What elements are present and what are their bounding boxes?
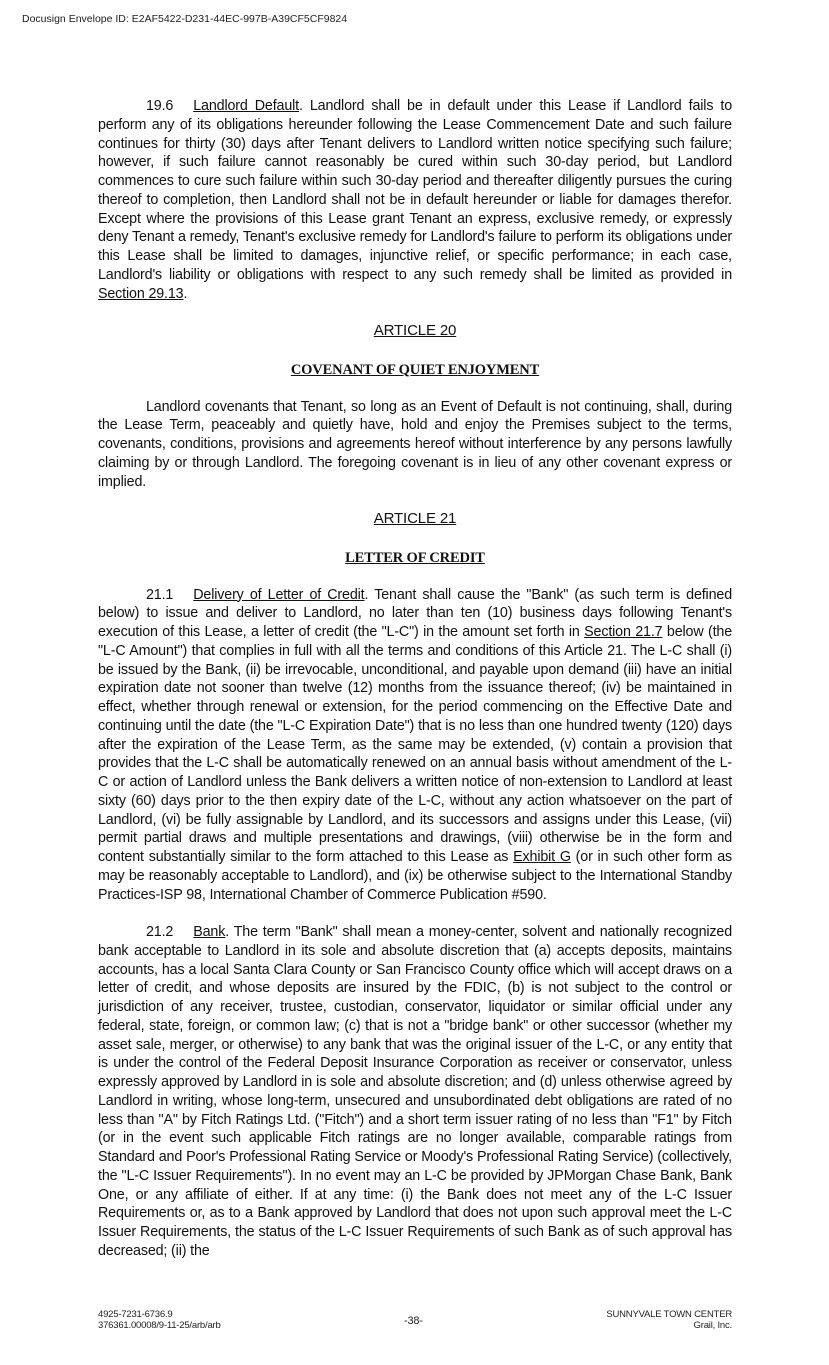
article-title: COVENANT OF QUIET ENJOYMENT [290,361,540,378]
section-19-6 [98,97,732,303]
article-21-title [98,549,732,568]
section-21-2 [98,923,732,1261]
section-reference: Section 29.13 [98,285,184,302]
docusign-envelope-id: Docusign Envelope ID: E2AF5422-D231-44EC-997B-A39CF5CF9824 [22,13,348,25]
section-reference: Section 21.7 [584,624,663,640]
section-heading: Bank [193,924,226,940]
section-text: . [183,285,188,302]
footer-property [606,1309,732,1331]
footer-doc-ids [98,1309,221,1331]
article-20-text: Landlord covenants that Tenant, so long as an Event of Default is not continuing, shall, during the Lease Term, peaceably and quietly have, hold and enjoy the Premises subject to the terms, covenants, conditions, provisions and agreements hereof without interference by any persons lawfully claiming by or through Landlord. The foregoing covenant is in lieu of any other covenant express or implied. [98,398,732,490]
article-20-title [98,361,732,380]
section-text: below (the "L-C Amount") that complies in full with all the terms and conditions of this Article 21. The L-C shall (i) be issued by the Bank, (ii) be irrevocable, unconditional, and payable upon demand (iii) have an initial expiration date not sooner than twelve (12) months from the issuance thereof; (iv) be maintained in effect, whether through renewal or extension, for the period commencing on the Effective Date and continuing until the date (the "L-C Expiration Date") that is no less than one hundred twenty (120) days after the expiration of the Lease Term, as the same may be extended, (v) contain a provision that provides that the L-C shall be automatically renewed on an annual basis without amendment of the L-C or action of Landlord unless the Bank delivers a written notice of non-extension to Landlord at least sixty (60) days prior to the then expiry date of the L-C, without any action whatsoever on the part of Landlord, (vi) be fully assignable by Landlord, and its successors and assigns under this Lease, (vii) permit partial draws and multiple presentations and drawings, (viii) otherwise be in the form and content substantially similar to the form attached to this Lease as [98,624,732,865]
article-21-label [98,510,732,529]
section-number: 19.6 [146,98,174,114]
section-number: 21.1 [146,586,174,603]
tenant-name: Grail, Inc. [693,1320,732,1331]
page-number: -38- [404,1315,423,1327]
section-text: . The term "Bank" shall mean a money-center, solvent and nationally recognized bank acceptable to Landlord in its sole and absolute discretion that (a) accepts deposits, maintains accounts, has a local Santa Clara County or San Francisco County office which will accept draws on a letter of credit, and whose deposits are insured by the FDIC, (b) is not subject to the control or jurisdiction of any receiver, trustee, custodian, conservator, liquidator or similar official under any federal, state, foreign, or common law; (c) that is not a "bridge bank" or other successor (whether my asset sale, merger, or otherwise) to any bank that was the original issuer of the L-C, or any entity that is under the control of the Federal Deposit Insurance Corporation as receiver or conservator, unless expressly approved by Landlord in is sole and absolute discretion; and (d) unless otherwise agreed by Landlord in writing, whose long-term, unsecured and unsubordinated debt obligations are rated of no less than "A" by Fitch Ratings Ltd. ("Fitch") and a short term issuer rating of no less than "F1" by Fitch (or in the event such applicable Fitch ratings are no longer available, comparable ratings from Standard and Poor's Professional Rating Service or Moody's Professional Rating Service) (collectively, the "L-C Issuer Requirements"). In no event may an L-C be provided by JPMorgan Chase Bank, Bank One, or any affiliate of either. If at any time: (i) the Bank does not meet any of the L-C Issuer Requirements or, as to a Bank approved by Landlord that does not upon such approval meet the L-C Issuer Requirements, the status of the L-C Issuer Requirements of such Bank as of such approval has decreased; (ii) the [98,924,732,1259]
section-heading: Landlord Default [193,98,299,114]
article-20-label [98,322,732,341]
exhibit-reference: Exhibit G [513,849,571,865]
section-heading: Delivery of Letter of Credit [193,586,365,603]
section-text: (or in such other form as may be reasonably acceptable to Landlord), and (ix) be otherwise subject to the International Standby Practices-ISP 98, International Chamber of Commerce Publication #590. [98,849,733,903]
section-number: 21.2 [146,924,174,940]
section-21-1 [98,586,732,905]
doc-number: 4925-7231-6736.9 [98,1309,173,1320]
article-label: ARTICLE 20 [373,322,457,339]
section-text: . Landlord shall be in default under this Lease if Landlord fails to perform any of its obligations hereunder following the Lease Commencement Date and such failure continues for thirty (30) days after Tenant delivers to Landlord written notice specifying such failure; however, if such failure cannot reasonably be cured within such 30-day period, but Landlord commences to cure such failure within such 30-day period and thereafter diligently pursues the curing thereof to completion, then Landlord shall not be in default hereunder or liable for damages therefor. Except where the provisions of this Lease grant Tenant an express, exclusive remedy, or expressly deny Tenant a remedy, Tenant's exclusive remedy for Landlord's failure to perform its obligations under this Lease shall be limited to damages, injunctive relief, or specific performance; in each case, Landlord's liability or obligations with respect to any such remedy shall be limited as provided in [98,98,732,283]
property-name: SUNNYVALE TOWN CENTER [606,1309,732,1320]
section-text: . Tenant shall cause the "Bank" (as such term is defined below) to issue and deliver to Landlord, no later than ten (10) business days following Tenant's execution of this Lease, a letter of credit (the "L-C") in the amount set forth in [98,586,732,640]
lease-page [98,97,732,1279]
article-title: LETTER OF CREDIT [345,549,485,566]
article-label: ARTICLE 21 [373,510,457,527]
doc-path: 376361.00008/9-11-25/arb/arb [98,1320,221,1331]
